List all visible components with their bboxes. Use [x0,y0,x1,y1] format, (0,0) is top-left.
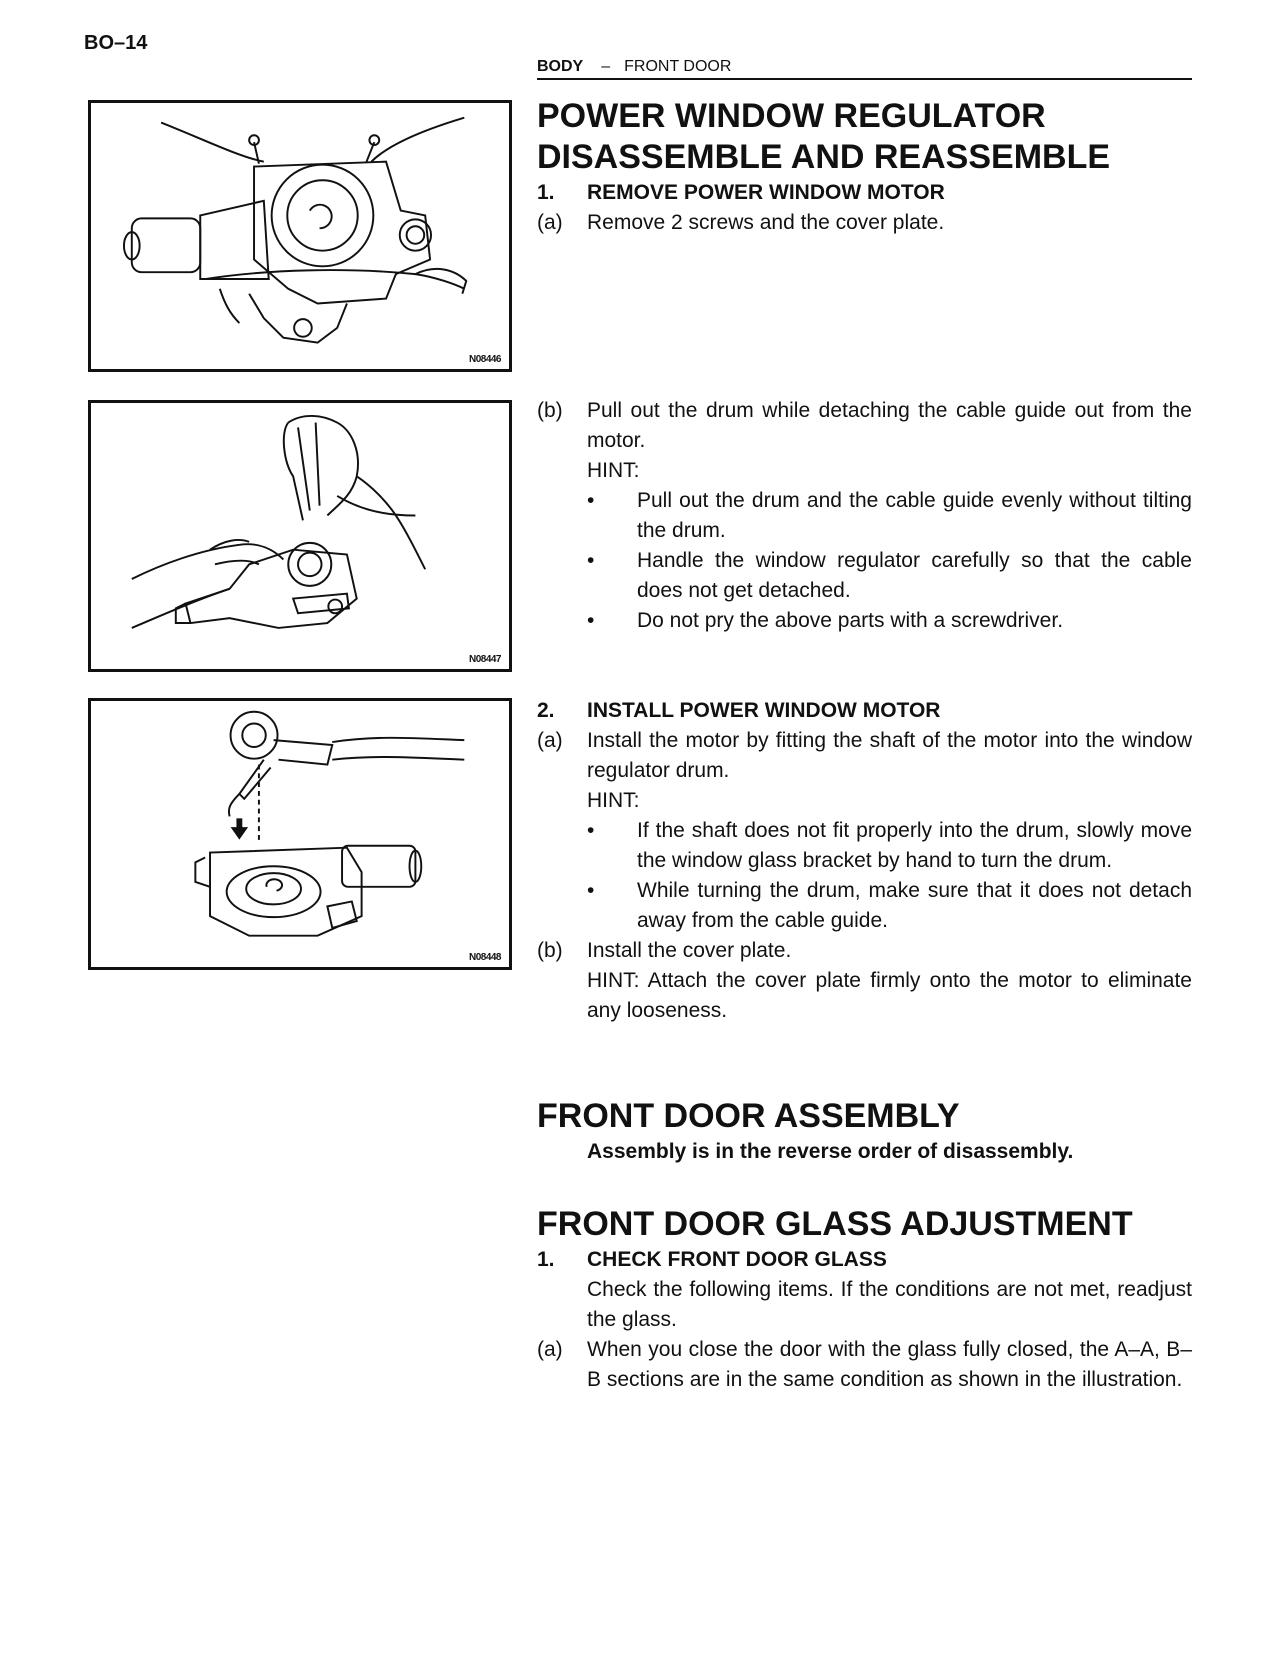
step-title: CHECK FRONT DOOR GLASS [587,1248,887,1271]
hint-bullet [537,546,1192,606]
step1-heading [537,178,1192,208]
step1-b-block [537,396,1192,636]
sub-label: (a) [537,211,563,234]
install-motor-illustration [91,701,509,967]
figure-motor-cover-plate [88,100,512,372]
figure-code: N08447 [468,654,501,665]
sub-label: (b) [537,939,563,962]
motor-cover-illustration [91,103,509,369]
glass-title: FRONT DOOR GLASS ADJUSTMENT [537,1205,1133,1243]
hint-bullet [537,606,1192,636]
assembly-section [537,1096,1192,1167]
running-head-section: BODY [537,58,584,75]
running-head-subsection: FRONT DOOR [624,58,732,75]
sub-label: (b) [537,399,563,422]
figure-install-motor [88,698,512,970]
step2-b [537,936,1192,966]
figure-code: N08446 [468,354,501,365]
bullet-text: While turning the drum, make sure that it does not detach away from the cable guide. [637,879,1192,932]
sub-text: Pull out the drum while detaching the cable guide out from the motor. [587,399,1192,452]
assembly-text: Assembly is in the reverse order of disassembly. [587,1140,1074,1163]
hint-bullet [537,486,1192,546]
header-rule [537,78,1192,80]
hint-bullet [537,816,1192,876]
step1-b [537,396,1192,456]
bullet-text: Handle the window regulator carefully so that the cable does not get detached. [637,549,1192,602]
running-head-separator: – [601,58,611,75]
sub-label: (a) [537,729,563,752]
sub-text: Install the cover plate. [587,939,792,962]
step2-a [537,726,1192,786]
glass-section [537,1204,1192,1395]
step-title: REMOVE POWER WINDOW MOTOR [587,181,945,204]
step-number: 1. [537,1248,555,1271]
step-number: 1. [537,181,555,204]
pull-drum-illustration [91,403,509,669]
hint-bullet [537,876,1192,936]
hint-label: HINT: [587,789,640,812]
sub-text: When you close the door with the glass fully closed, the A–A, B–B sections are in the same condition as shown in the illustration. [587,1338,1192,1391]
regulator-section [537,96,1192,238]
page-code: BO–14 [84,32,148,54]
assembly-title: FRONT DOOR ASSEMBLY [537,1097,960,1135]
step2-block [537,696,1192,1026]
bullet-glyph: • [587,549,595,572]
sub-label: (a) [537,1338,563,1361]
bullet-text: Pull out the drum and the cable guide evenly without tilting the drum. [637,489,1192,542]
running-head [537,58,731,76]
step2-b-hint: HINT: Attach the cover plate firmly onto the motor to eliminate any looseness. [587,969,1192,1022]
regulator-title-line2: DISASSEMBLE AND REASSEMBLE [537,138,1111,176]
regulator-title-line1: POWER WINDOW REGULATOR [537,97,1046,135]
step1-a [537,208,1192,238]
bullet-text: If the shaft does not fit properly into the drum, slowly move the window glass bracket by hand to turn the drum. [637,819,1192,872]
bullet-text: Do not pry the above parts with a screwdriver. [637,609,1064,632]
glass-step1-heading [537,1245,1192,1275]
figure-code: N08448 [468,952,501,963]
glass-step1-text: Check the following items. If the conditions are not met, readjust the glass. [587,1278,1192,1331]
bullet-glyph: • [587,489,595,512]
step2-heading [537,696,1192,726]
hint-label: HINT: [587,459,640,482]
bullet-glyph: • [587,609,595,632]
glass-step1-a [537,1335,1192,1395]
bullet-glyph: • [587,879,595,902]
step-title: INSTALL POWER WINDOW MOTOR [587,699,941,722]
sub-text: Remove 2 screws and the cover plate. [587,211,945,234]
bullet-glyph: • [587,819,595,842]
figure-pull-out-drum [88,400,512,672]
step-number: 2. [537,699,555,722]
sub-text: Install the motor by fitting the shaft of the motor into the window regulator drum. [587,729,1192,782]
